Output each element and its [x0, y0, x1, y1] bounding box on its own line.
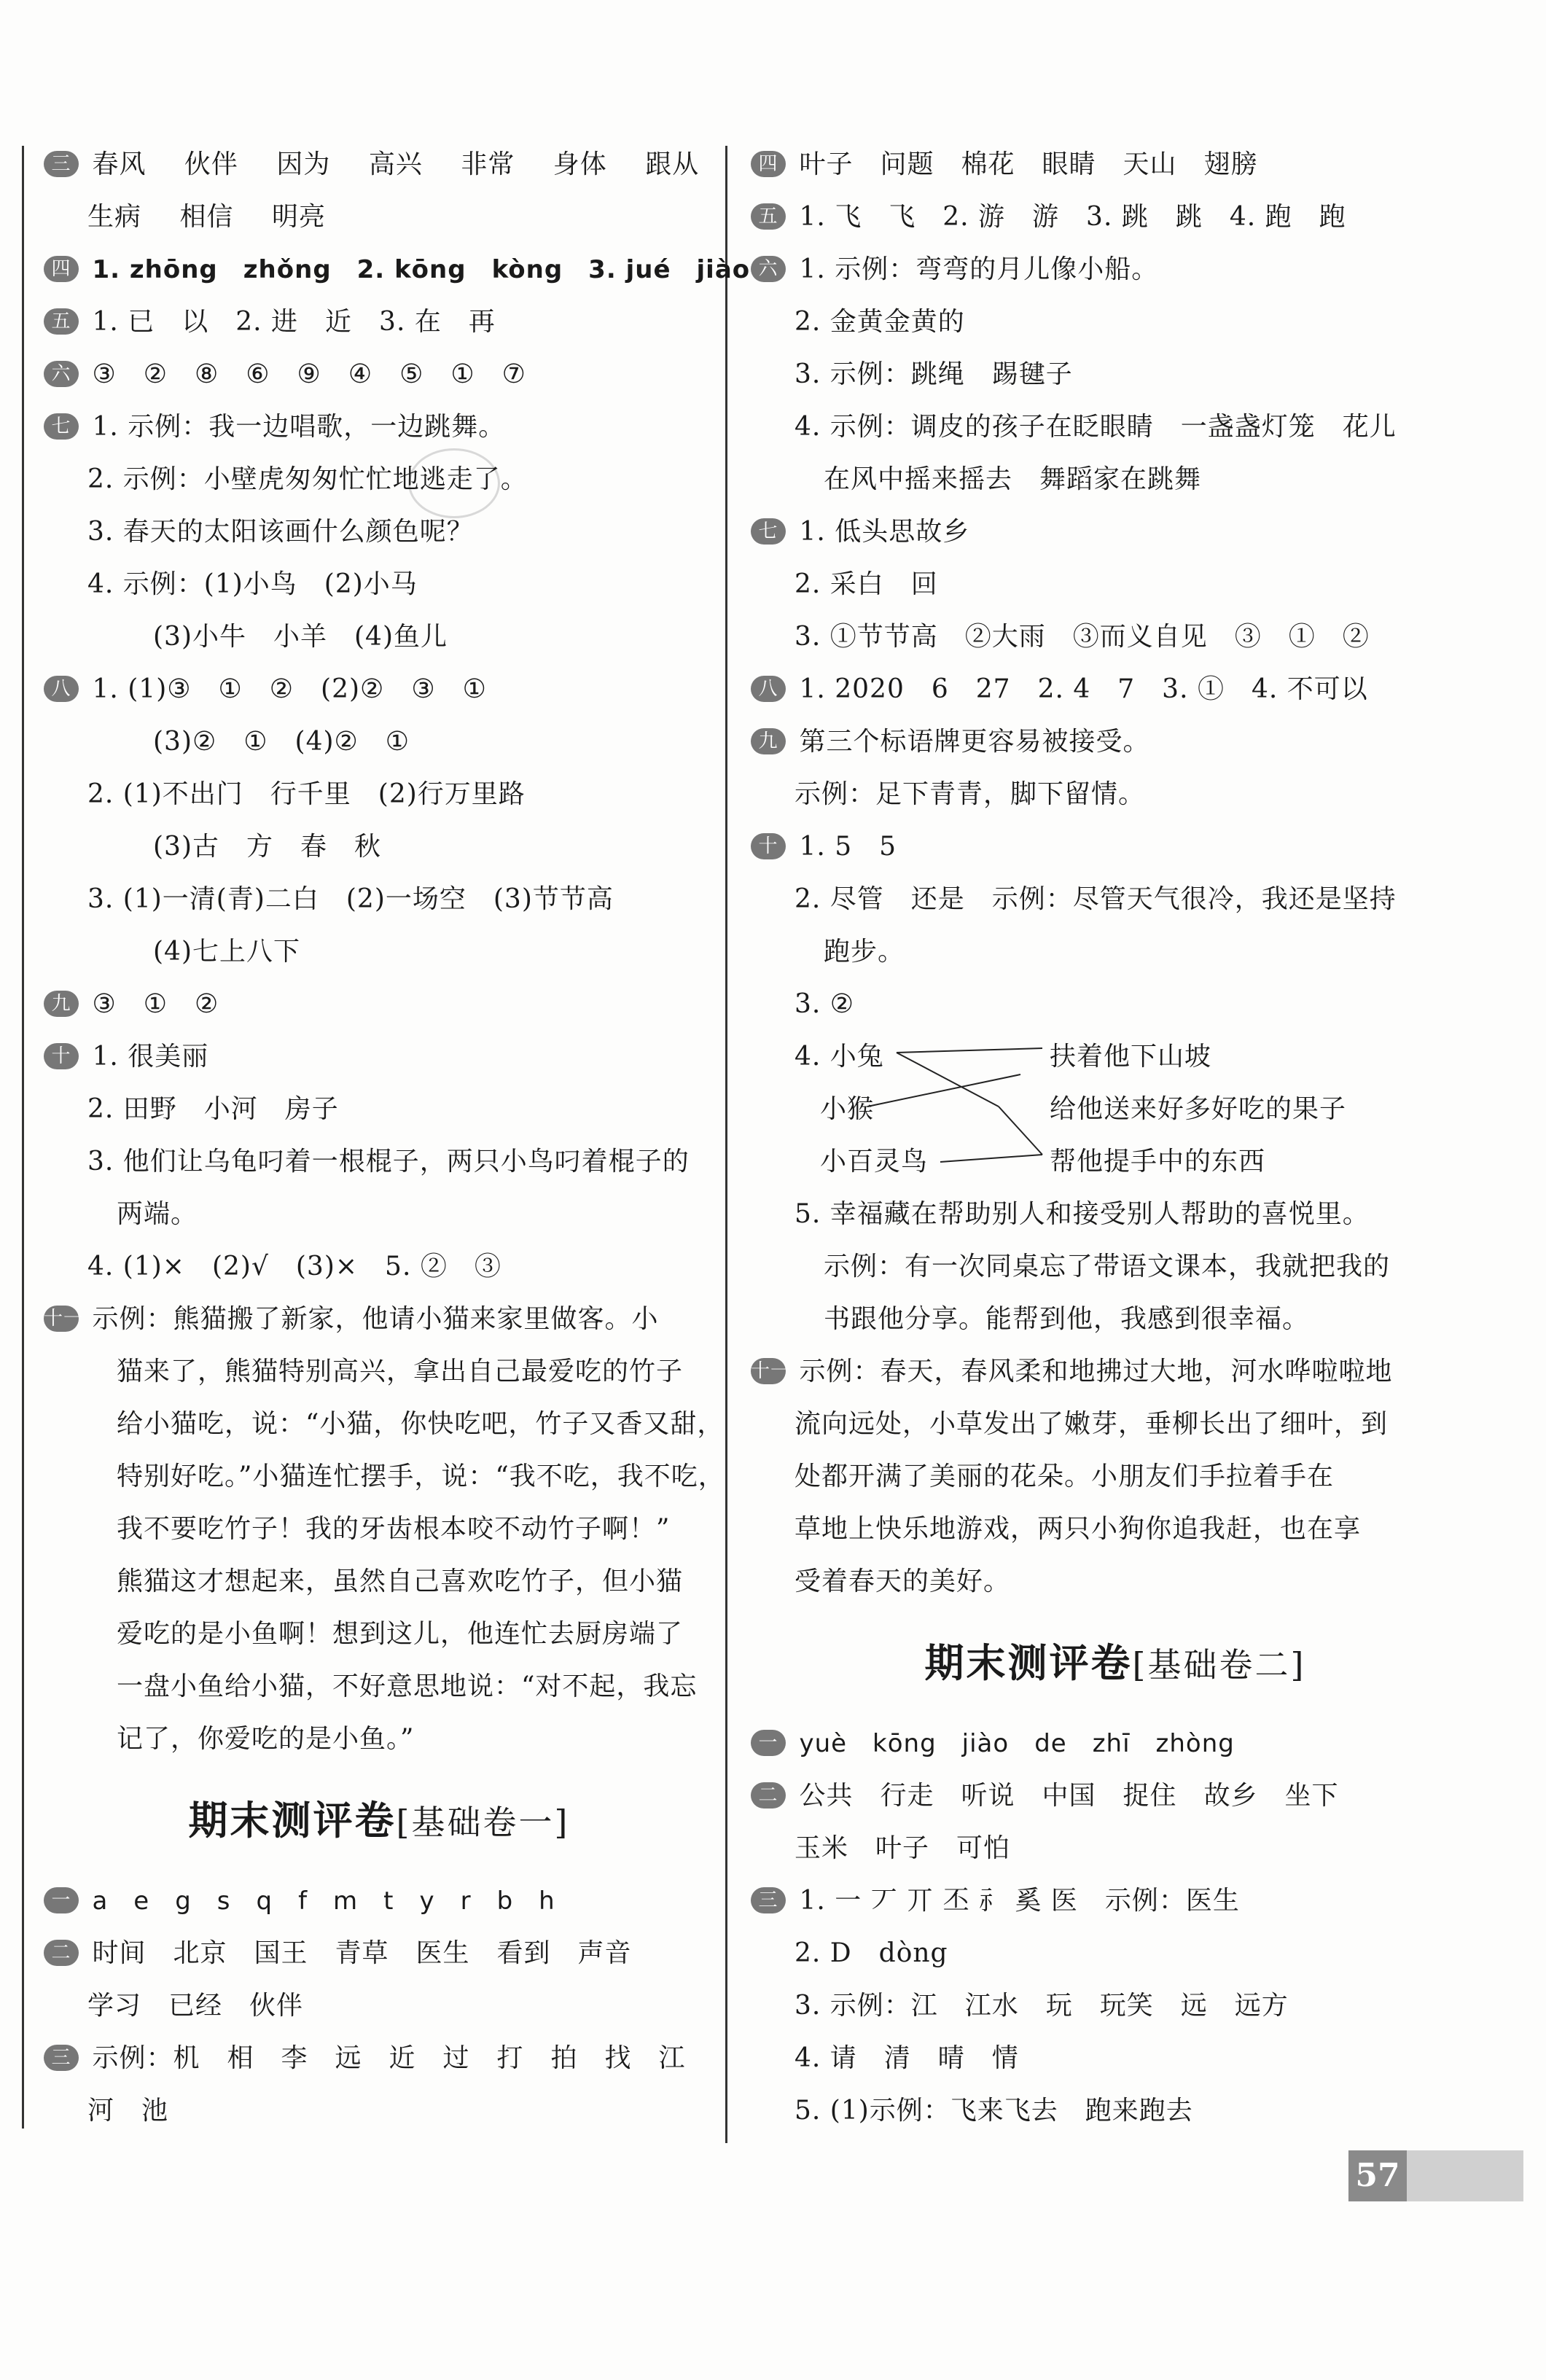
answer-text: 2. 田野 小河 房子 [87, 1094, 339, 1124]
answer-text: 1. 示例：弯弯的月儿像小船。 [799, 254, 1159, 284]
answer-word: 相信 [179, 202, 234, 232]
answer-row [751, 821, 1480, 873]
answer-row [44, 1451, 725, 1503]
answer-text: 2. (1)不出门 行千里 (2)行万里路 [87, 779, 526, 809]
answer-row [44, 558, 714, 611]
answer-text: 1. 2020 6 27 2. 4 7 3. ① 4. 不可以 [799, 674, 1368, 704]
match-line [867, 1074, 1020, 1107]
section-badge: 九 [44, 991, 79, 1017]
answer-row [44, 191, 714, 243]
answer-row [751, 978, 1480, 1031]
match-line [897, 1048, 1042, 1053]
answer-row [751, 1980, 1480, 2032]
essay-line: 特别好吃。”小猫连忙摆手，说：“我不吃，我不吃， [117, 1462, 725, 1491]
match-right-label: 给他送来好多好吃的果子 [1050, 1094, 1347, 1124]
section-badge: 八 [44, 676, 79, 702]
answer-text: 1. 已 以 2. 进 近 3. 在 再 [92, 307, 496, 337]
answer-row [751, 2085, 1480, 2137]
section-badge: 四 [44, 256, 79, 282]
answer-row [751, 1875, 1480, 1927]
answer-word: 春风 [92, 149, 147, 179]
answer-row [44, 663, 714, 716]
answer-row [44, 1031, 714, 1083]
answer-row [44, 978, 714, 1031]
answer-row [44, 1503, 714, 1556]
answer-text: 1. 一 丆 丌 丕 ⺬ 奚 医 示例：医生 [799, 1886, 1240, 1916]
match-left-item [751, 1031, 884, 1083]
answer-text: ③ ① ② [92, 989, 219, 1019]
section-title-sub: [基础卷二] [1132, 1645, 1306, 1685]
answer-text: 3. 他们让乌龟叼着一根棍子，两只小鸟叼着棍子的 [87, 1147, 690, 1177]
match-line [897, 1053, 999, 1107]
answer-row [751, 1717, 1480, 1770]
section-badge: 十 [751, 833, 786, 859]
essay-line: 给小猫吃，说：“小猫，你快吃吧，竹子又香又甜， [117, 1409, 725, 1439]
answer-row [751, 1398, 1480, 1451]
answer-word: 伙伴 [184, 149, 238, 179]
answer-row [44, 243, 751, 296]
answer-row [44, 1713, 714, 1766]
answer-row [751, 348, 1480, 401]
answer-row [44, 1661, 714, 1713]
answer-text: 3. 春天的太阳该画什么颜色呢？ [87, 517, 474, 547]
answer-row [44, 2032, 714, 2085]
answer-row [751, 1556, 1480, 1608]
answer-text: 2. 采白 回 [795, 569, 938, 599]
answer-row [44, 2085, 714, 2137]
answer-text: 2. 示例：小壁虎匆匆忙忙地逃走了。 [87, 464, 528, 494]
answer-row [44, 1927, 714, 1980]
answer-row [751, 1927, 1480, 1980]
section-badge: 六 [44, 361, 79, 387]
answer-text: (3)② ① (4)② ① [153, 727, 410, 757]
answer-row [44, 1241, 714, 1293]
answer-row [751, 1241, 1480, 1293]
answer-row [44, 716, 714, 768]
section-title [751, 1608, 1480, 1717]
answer-text: 1. 低头思故乡 [799, 517, 970, 547]
answer-text: 4. (1)× (2)√ (3)× 5. ② ③ [87, 1252, 501, 1281]
answer-row [751, 926, 1480, 978]
match-right-label: 扶着他下山坡 [1050, 1042, 1212, 1072]
section-badge: 六 [751, 256, 786, 282]
answer-text: 1. (1)③ ① ② (2)② ③ ① [92, 674, 487, 704]
answer-text: 时间 北京 国王 青草 医生 看到 声音 [92, 1938, 632, 1968]
section-badge: 三 [44, 151, 79, 177]
section-badge: 五 [44, 308, 79, 335]
essay-line: 示例：熊猫搬了新家，他请小猫来家里做客。小 [92, 1304, 659, 1334]
answer-text: 1. zhōng zhǒng 2. kōng kòng 3. jué jiào [92, 255, 751, 284]
section-badge: 一 [751, 1730, 786, 1756]
answer-text: 公共 行走 听说 中国 捉住 故乡 坐下 [799, 1781, 1339, 1811]
answer-word: 非常 [461, 149, 515, 179]
answer-row [44, 873, 714, 926]
essay-line: 记了，你爱吃的是小鱼。” [117, 1724, 415, 1754]
answer-row [44, 1136, 714, 1188]
answer-text: (3)小牛 小羊 (4)鱼儿 [153, 622, 448, 652]
answer-row [44, 821, 714, 873]
answer-row [751, 1293, 1480, 1346]
essay-line: 受着春天的美好。 [795, 1566, 1011, 1596]
answer-text: 示例：有一次同桌忘了带语文课本，我就把我的 [824, 1252, 1391, 1281]
answer-row [44, 506, 714, 558]
essay-line: 流向远处，小草发出了嫩芽，垂柳长出了细叶，到 [795, 1409, 1389, 1439]
essay-line: 示例：春天，春风柔和地拂过大地，河水哗啦啦地 [799, 1357, 1393, 1386]
answer-row [751, 453, 1480, 506]
answer-text: a e g s q f m t y r b h [92, 1887, 555, 1916]
section-badge: 七 [44, 413, 79, 440]
answer-row [44, 1083, 714, 1136]
answer-word: 跟从 [645, 149, 700, 179]
answer-text: 2. 尽管 还是 示例：尽管天气很冷，我还是坚持 [795, 884, 1397, 914]
section-title [44, 1766, 714, 1875]
answer-text: 4. 示例：调皮的孩子在眨眼睛 一盏盏灯笼 花儿 [795, 412, 1397, 442]
answer-text: 玉米 叶子 可怕 [795, 1833, 1011, 1863]
answer-row [751, 191, 1480, 243]
answer-row [751, 1770, 1480, 1822]
answer-text: 示例：机 相 李 远 近 过 打 拍 找 江 [92, 2043, 686, 2073]
answer-text: 2. D dòng [795, 1938, 948, 1968]
section-badge: 三 [751, 1887, 786, 1913]
answer-row [44, 1980, 714, 2032]
answer-row [44, 296, 714, 348]
answer-row [44, 401, 714, 453]
answer-row [751, 1451, 1480, 1503]
answer-row [751, 611, 1480, 663]
answer-row [751, 768, 1480, 821]
answer-text: 5. 幸福藏在帮助别人和接受别人帮助的喜悦里。 [795, 1199, 1370, 1229]
section-badge: 三 [44, 2045, 79, 2071]
answer-row [751, 138, 1480, 191]
section-badge: 五 [751, 203, 786, 230]
left-column [44, 138, 751, 2137]
match-line [999, 1107, 1042, 1155]
answer-text: 3. 示例：跳绳 踢毽子 [795, 359, 1073, 389]
answer-row [751, 716, 1480, 768]
answer-text: 示例：足下青青，脚下留情。 [795, 779, 1146, 809]
answer-row [44, 1188, 714, 1241]
essay-line: 我不要吃竹子！我的牙齿根本咬不动竹子啊！” [117, 1514, 671, 1544]
answer-row [751, 506, 1480, 558]
answer-row [44, 348, 714, 401]
right-column [751, 138, 1480, 2137]
answer-row [44, 1398, 725, 1451]
answer-word: 生病 [87, 202, 142, 232]
answer-text: 1. 很美丽 [92, 1042, 209, 1072]
section-badge: 十一 [751, 1358, 786, 1384]
answer-text: 两端。 [117, 1199, 198, 1229]
section-badge: 一 [44, 1887, 79, 1913]
page-number: 57 [1348, 2150, 1407, 2201]
match-right-item [1050, 1031, 1211, 1083]
section-title-sub: [基础卷一] [396, 1803, 570, 1842]
answer-row [44, 1293, 714, 1346]
match-right-item [1050, 1136, 1265, 1188]
answer-text: 3. ② [795, 989, 855, 1019]
answer-row [44, 768, 714, 821]
answer-text: (3)古 方 春 秋 [153, 832, 381, 862]
section-title-main: 期末测评卷 [924, 1639, 1133, 1686]
answer-row [44, 1556, 714, 1608]
answer-text: 4. 示例：(1)小鸟 (2)小马 [87, 569, 418, 599]
answer-row [44, 453, 714, 506]
answer-row [44, 1875, 714, 1927]
answer-row [751, 663, 1480, 716]
answer-text: yuè kōng jiào de zhī zhòng [799, 1729, 1235, 1758]
answer-text: ③ ② ⑧ ⑥ ⑨ ④ ⑤ ① ⑦ [92, 359, 526, 389]
answer-row [44, 1608, 714, 1661]
left-margin-rule [22, 146, 24, 2129]
answer-text: 4. 请 清 晴 情 [795, 2043, 1019, 2073]
match-left-label: 小猴 [820, 1094, 875, 1124]
section-badge: 二 [44, 1940, 79, 1966]
answer-text: 书跟他分享。能帮到他，我感到很幸福。 [824, 1304, 1310, 1334]
answer-text: (4)七上八下 [153, 937, 300, 967]
answer-row [751, 2032, 1480, 2085]
match-left-item [820, 1136, 928, 1188]
essay-line: 草地上快乐地游戏，两只小狗你追我赶，也在享 [795, 1514, 1362, 1544]
answer-word: 因为 [276, 149, 331, 179]
answer-row [44, 926, 714, 978]
essay-line: 一盘小鱼给小猫，不好意思地说：“对不起，我忘 [117, 1671, 698, 1701]
section-badge: 十一 [44, 1306, 79, 1332]
match-right-item [1050, 1083, 1346, 1136]
answer-row [751, 1346, 1480, 1398]
answer-row [751, 558, 1480, 611]
answer-text: 2. 金黄金黄的 [795, 307, 965, 337]
section-badge: 四 [751, 151, 786, 177]
section-badge: 二 [751, 1782, 786, 1809]
section-badge: 九 [751, 728, 786, 754]
answer-text: 叶子 问题 棉花 眼睛 天山 翅膀 [799, 149, 1258, 179]
match-left-label: 小百灵鸟 [820, 1147, 929, 1177]
answer-word: 明亮 [271, 202, 326, 232]
matching-exercise [751, 1031, 1480, 1188]
match-right-label: 帮他提手中的东西 [1050, 1147, 1266, 1177]
answer-row [44, 138, 714, 191]
answer-word: 身体 [553, 149, 607, 179]
answer-text: 跑步。 [824, 937, 905, 967]
match-left-label: 4. 小兔 [795, 1042, 884, 1072]
answer-text: 3. ①节节高 ②大雨 ③而义自见 ③ ① ② [795, 622, 1370, 652]
answer-row [751, 243, 1480, 296]
column-divider [725, 146, 727, 2143]
answer-text: 1. 示例：我一边唱歌，一边跳舞。 [92, 412, 506, 442]
answer-text: 河 池 [87, 2096, 169, 2126]
answer-row [751, 1503, 1480, 1556]
answer-word: 高兴 [368, 149, 423, 179]
section-title-main: 期末测评卷 [188, 1797, 397, 1843]
answer-row [44, 1346, 714, 1398]
answer-text: 5. (1)示例：飞来飞去 跑来跑去 [795, 2096, 1193, 2126]
answer-row [751, 873, 1480, 926]
answer-row [44, 611, 714, 663]
essay-line: 处都开满了美丽的花朵。小朋友们手拉着手在 [795, 1462, 1335, 1491]
section-badge: 十 [44, 1043, 79, 1069]
answer-row [751, 296, 1480, 348]
answer-row [751, 1188, 1480, 1241]
answer-text: 学习 已经 伙伴 [87, 1991, 304, 2021]
answer-text: 1. 飞 飞 2. 游 游 3. 跳 跳 4. 跑 跑 [799, 202, 1346, 232]
answer-text: 第三个标语牌更容易被接受。 [799, 727, 1150, 757]
answer-row [751, 401, 1480, 453]
answer-text: 3. (1)一清(青)二白 (2)一场空 (3)节节高 [87, 884, 614, 914]
essay-line: 猫来了，熊猫特别高兴，拿出自己最爱吃的竹子 [117, 1357, 684, 1386]
section-badge: 七 [751, 518, 786, 545]
answer-text: 1. 5 5 [799, 832, 897, 862]
match-left-item [820, 1083, 874, 1136]
match-line [940, 1155, 1042, 1162]
answer-text: 3. 示例：江 江水 玩 玩笑 远 远方 [795, 1991, 1289, 2021]
essay-line: 熊猫这才想起来，虽然自己喜欢吃竹子，但小猫 [117, 1566, 684, 1596]
essay-line: 爱吃的是小鱼啊！想到这儿，他连忙去厨房端了 [117, 1619, 684, 1649]
section-badge: 八 [751, 676, 786, 702]
answer-row [751, 1822, 1480, 1875]
answer-text: 在风中摇来摇去 舞蹈家在跳舞 [824, 464, 1202, 494]
